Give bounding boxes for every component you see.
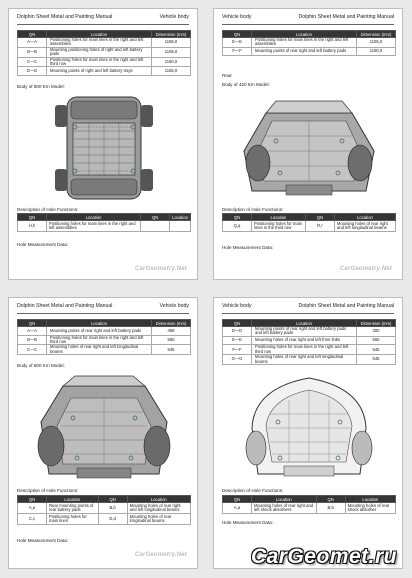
dimension-table: QN Location Dimension (mm) E—E Positioning holes for main lines in the right and left assemblies 1155,0 F—F Mounting points of rear right and left battery pads 1150,0 — [222, 30, 396, 56]
header-divider — [17, 313, 189, 314]
col-location: Location — [47, 31, 152, 38]
description-label: Description of Hole Functions: — [222, 207, 284, 212]
table-row: Q,q Positioning holes for main lines in the third row R,r Mounting holes of rear right and left longitudinal beams — [223, 221, 396, 232]
col-dimension: Dimension (mm) — [152, 31, 191, 38]
table-row: F—F Positioning holes for main lines in the right and left third row 545 — [223, 345, 396, 355]
table-row: E—E Mounting holes of rear right and left front links 560 — [223, 336, 396, 345]
manual-page-3 — [8, 297, 198, 569]
header-title: Dolphin Sheet Metal and Painting Manual — [17, 303, 113, 309]
hole-function-table: QN Location QN Location H,h Positioning holes for main lines in the right and left assemblies — [17, 213, 191, 232]
measurement-label: Hole Measurement Data: — [17, 242, 69, 247]
table-row: D—D Mounting points of rear right and left battery pads and left battery pads 300 — [223, 327, 396, 337]
dimension-table: QN Location Dimension (mm) D—D Mounting points of rear right and left battery pads and left battery pads 300 E—E Mounting holes of rear right and left front links 560 F—F Positioning holes for main lines in the right and left third row 545 G—G Mounting holes of rear right and left longitudinal beams 545 — [222, 319, 396, 365]
table-row: C,c Positioning holes for main lines D,d Mounting holes of rear longitudinal beams — [18, 514, 191, 525]
underbody-diagram — [41, 93, 167, 203]
table-row: A—A Positioning holes for main lines in the right and left assemblies 1156,0 — [18, 38, 191, 48]
hole-function-table: QN Location QN Location Q,q Positioning holes for main lines in the third row R,r Mounting holes of rear right and left longitudinal beams — [222, 213, 396, 232]
table-row: G—G Mounting holes of rear right and left longitudinal beams 545 — [223, 355, 396, 365]
header-divider — [222, 313, 394, 314]
dimension-table: QN Location Dimension (mm) A—A Mounting points of rear right and left battery pads 458 B—B Positioning holes for main lines in the right and left third row 560 C—C Mounting holes of rear right and left longitudinal beams 545 — [17, 319, 191, 355]
header-section: Vehicle body — [159, 14, 189, 20]
header-section: Vehicle body — [159, 303, 189, 309]
header-title: Dolphin Sheet Metal and Painting Manual — [298, 14, 394, 20]
table-row: H,h Positioning holes for main lines in the right and left assemblies — [18, 221, 191, 232]
table-row: E—E Positioning holes for main lines in the right and left assemblies 1155,0 — [223, 38, 396, 48]
table-row: A,a Mounting holes of rear right and left shock absorbers B,b Mounting holes of rear shock absorber — [223, 503, 396, 514]
hole-function-table: QN Location QN Location A,a Rear mounting points of rear battery pads B,b Mounting holes of rear right and left longitudinal beams C,c Positioning holes for main lines D,d Mounting holes of rear longitudinal beams — [17, 495, 191, 525]
manual-page-4 — [213, 297, 403, 569]
col-qn: QN — [18, 31, 47, 38]
brand-logo — [185, 545, 397, 571]
underbody-drawing — [41, 93, 167, 203]
table-row: B—B Mounting positioning holes of right and left battery pads 1155,0 — [18, 47, 191, 57]
table-row: A—A Mounting points of rear right and left battery pads 458 — [18, 327, 191, 336]
description-label: Description of Hole Functions: — [222, 488, 284, 493]
manual-page-2 — [213, 8, 403, 280]
page-header — [222, 14, 394, 23]
header-divider — [222, 24, 394, 25]
rear-floor-diagram — [236, 91, 382, 203]
front-floor-drawing — [31, 372, 177, 484]
rear-underbody-drawing — [236, 370, 382, 482]
rear-underbody-diagram — [236, 370, 382, 482]
brand-logo-text: CarGeomet.ru — [250, 545, 397, 568]
measurement-label: Hole Measurement Data: — [222, 245, 274, 250]
description-label: Description of Hole Functions: — [17, 488, 79, 493]
measurement-label: Hole Measurement Data: — [17, 538, 69, 543]
rear-floor-drawing — [236, 91, 382, 203]
watermark: CarGeometry.Net — [339, 266, 392, 272]
table-row: F—F Mounting points of rear right and left battery pads 1150,0 — [223, 47, 396, 56]
header-section: Vehicle body — [222, 303, 252, 309]
watermark: CarGeometry.Net — [134, 266, 187, 272]
page-header — [17, 303, 189, 312]
page-header — [222, 303, 394, 312]
rear-label: Rear — [222, 73, 232, 78]
table-row: C—C Mounting holes of rear right and left longitudinal beams 545 — [18, 345, 191, 355]
manual-page-1 — [8, 8, 198, 280]
front-floor-diagram — [31, 372, 177, 484]
watermark: CarGeometry.Net — [134, 552, 187, 558]
header-title: Dolphin Sheet Metal and Painting Manual — [17, 14, 113, 20]
table-row: B—B Positioning holes for main lines in the right and left third row 560 — [18, 335, 191, 345]
header-section: Vehicle body — [222, 14, 252, 20]
header-divider — [17, 24, 189, 25]
measurement-label: Hole Measurement Data: — [222, 520, 274, 525]
table-row: A,a Rear mounting points of rear battery pads B,b Mounting holes of rear right and left longitudinal beams — [18, 503, 191, 514]
header-title: Dolphin Sheet Metal and Painting Manual — [298, 303, 394, 309]
page-header — [17, 14, 189, 23]
dimension-table — [17, 30, 191, 76]
section-label: Body of 420 Km Model: — [222, 82, 270, 87]
table-row: D—D Mounting points of right and left battery trays 1156,0 — [18, 67, 191, 76]
section-label: Body of 800 Km Model: — [17, 84, 65, 89]
section-label: Body of 800 Km Model: — [17, 363, 65, 368]
description-label: Description of Hole Functions: — [17, 207, 79, 212]
table-row: C—C Positioning holes for main lines in the right and left third row 1150,0 — [18, 57, 191, 67]
hole-function-table: QN Location QN Location A,a Mounting holes of rear right and left shock absorbers B,b Mounting holes of rear shock absorber — [222, 495, 396, 514]
